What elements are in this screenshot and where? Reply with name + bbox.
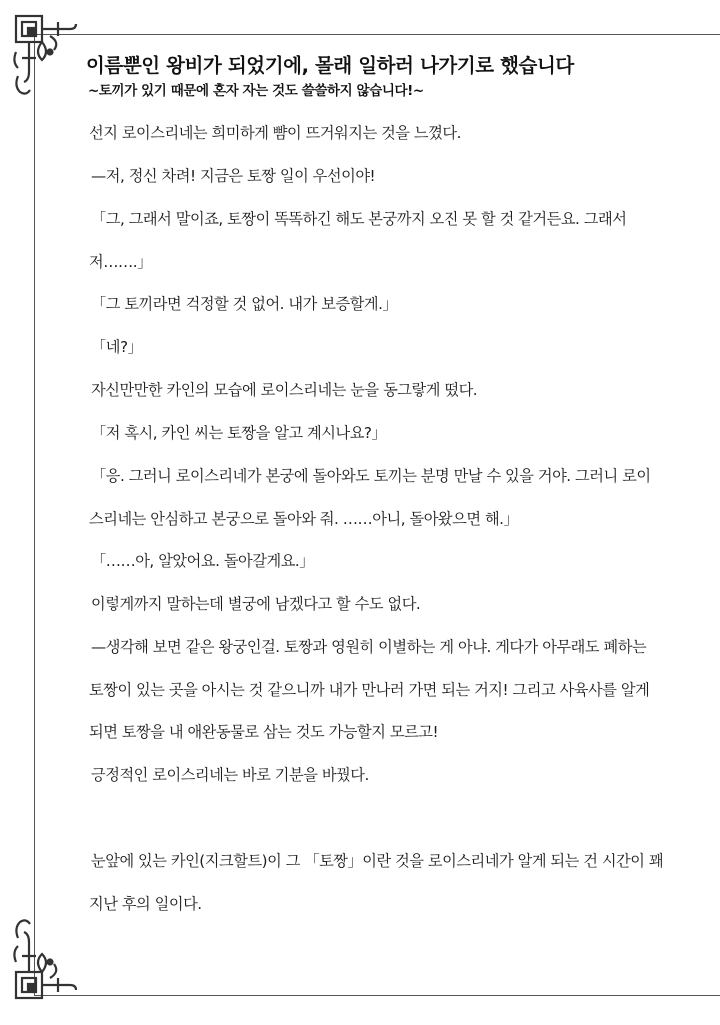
book-subtitle: ~토끼가 있기 때문에 혼자 자는 것도 쓸쓸하지 않습니다!~ [88,83,424,99]
paragraph-line: —생각해 보면 같은 왕궁인걸. 토짱과 영원히 이별하는 게 아냐. 게다가 아무래도 폐하는 [91,638,647,656]
paragraph-line: 「응. 그러니 로이스리네가 본궁에 돌아와도 토끼는 분명 만날 수 있을 거야. 그러니 로이 [91,467,651,485]
paragraph-line: 지난 후의 일이다. [89,895,202,913]
paragraph-line: 자신만만한 카인의 모습에 로이스리네는 눈을 동그랗게 떴다. [91,381,478,399]
frame-left-border [34,34,35,996]
paragraph-line: 「……아, 알았어요. 돌아갈게요.」 [91,552,315,570]
paragraph-line: 긍정적인 로이스리네는 바로 기분을 바꿨다. [91,766,369,784]
paragraph-line: 이렇게까지 말하는데 별궁에 남겠다고 할 수도 없다. [91,595,421,613]
paragraph-line: 「네?」 [91,338,143,356]
paragraph-line: 「저 혹시, 카인 씨는 토짱을 알고 계시나요?」 [91,424,387,442]
celtic-knot-corner-ornament-bottom-icon [10,912,80,1002]
paragraph-line: —저, 정신 차려! 지금은 토짱 일이 우선이야! [91,167,376,185]
paragraph-line: 눈앞에 있는 카인(지크할트)이 그 「토짱」이란 것을 로이스리네가 알게 되는 건 시간이 꽤 [91,852,664,870]
paragraph-line: 되면 토짱을 내 애완동물로 삼는 것도 가능할지 모르고! [89,723,439,741]
paragraph-line: 선지 로이스리네는 희미하게 뺨이 뜨거워지는 것을 느꼈다. [89,124,461,142]
frame-top-border [34,34,720,35]
paragraph-line: 스리네는 안심하고 본궁으로 돌아와 줘. ……아니, 돌아왔으면 해.」 [89,510,519,528]
celtic-knot-corner-ornament-icon [10,12,80,102]
paragraph-line: 저…….」 [89,253,152,271]
paragraph-line: 토짱이 있는 곳을 아시는 것 같으니까 내가 만나러 가면 되는 거지! 그리고 사육사를 알게 [89,681,650,699]
book-title: 이름뿐인 왕비가 되었기에, 몰래 일하러 나가기로 했습니다 [86,54,574,77]
paragraph-line: 「그, 그래서 말이죠, 토짱이 똑똑하긴 해도 본궁까지 오진 못 할 것 같거든요. 그래서 [91,210,627,228]
frame-bottom-border [34,995,720,996]
paragraph-line: 「그 토끼라면 걱정할 것 없어. 내가 보증할게.」 [91,295,398,313]
